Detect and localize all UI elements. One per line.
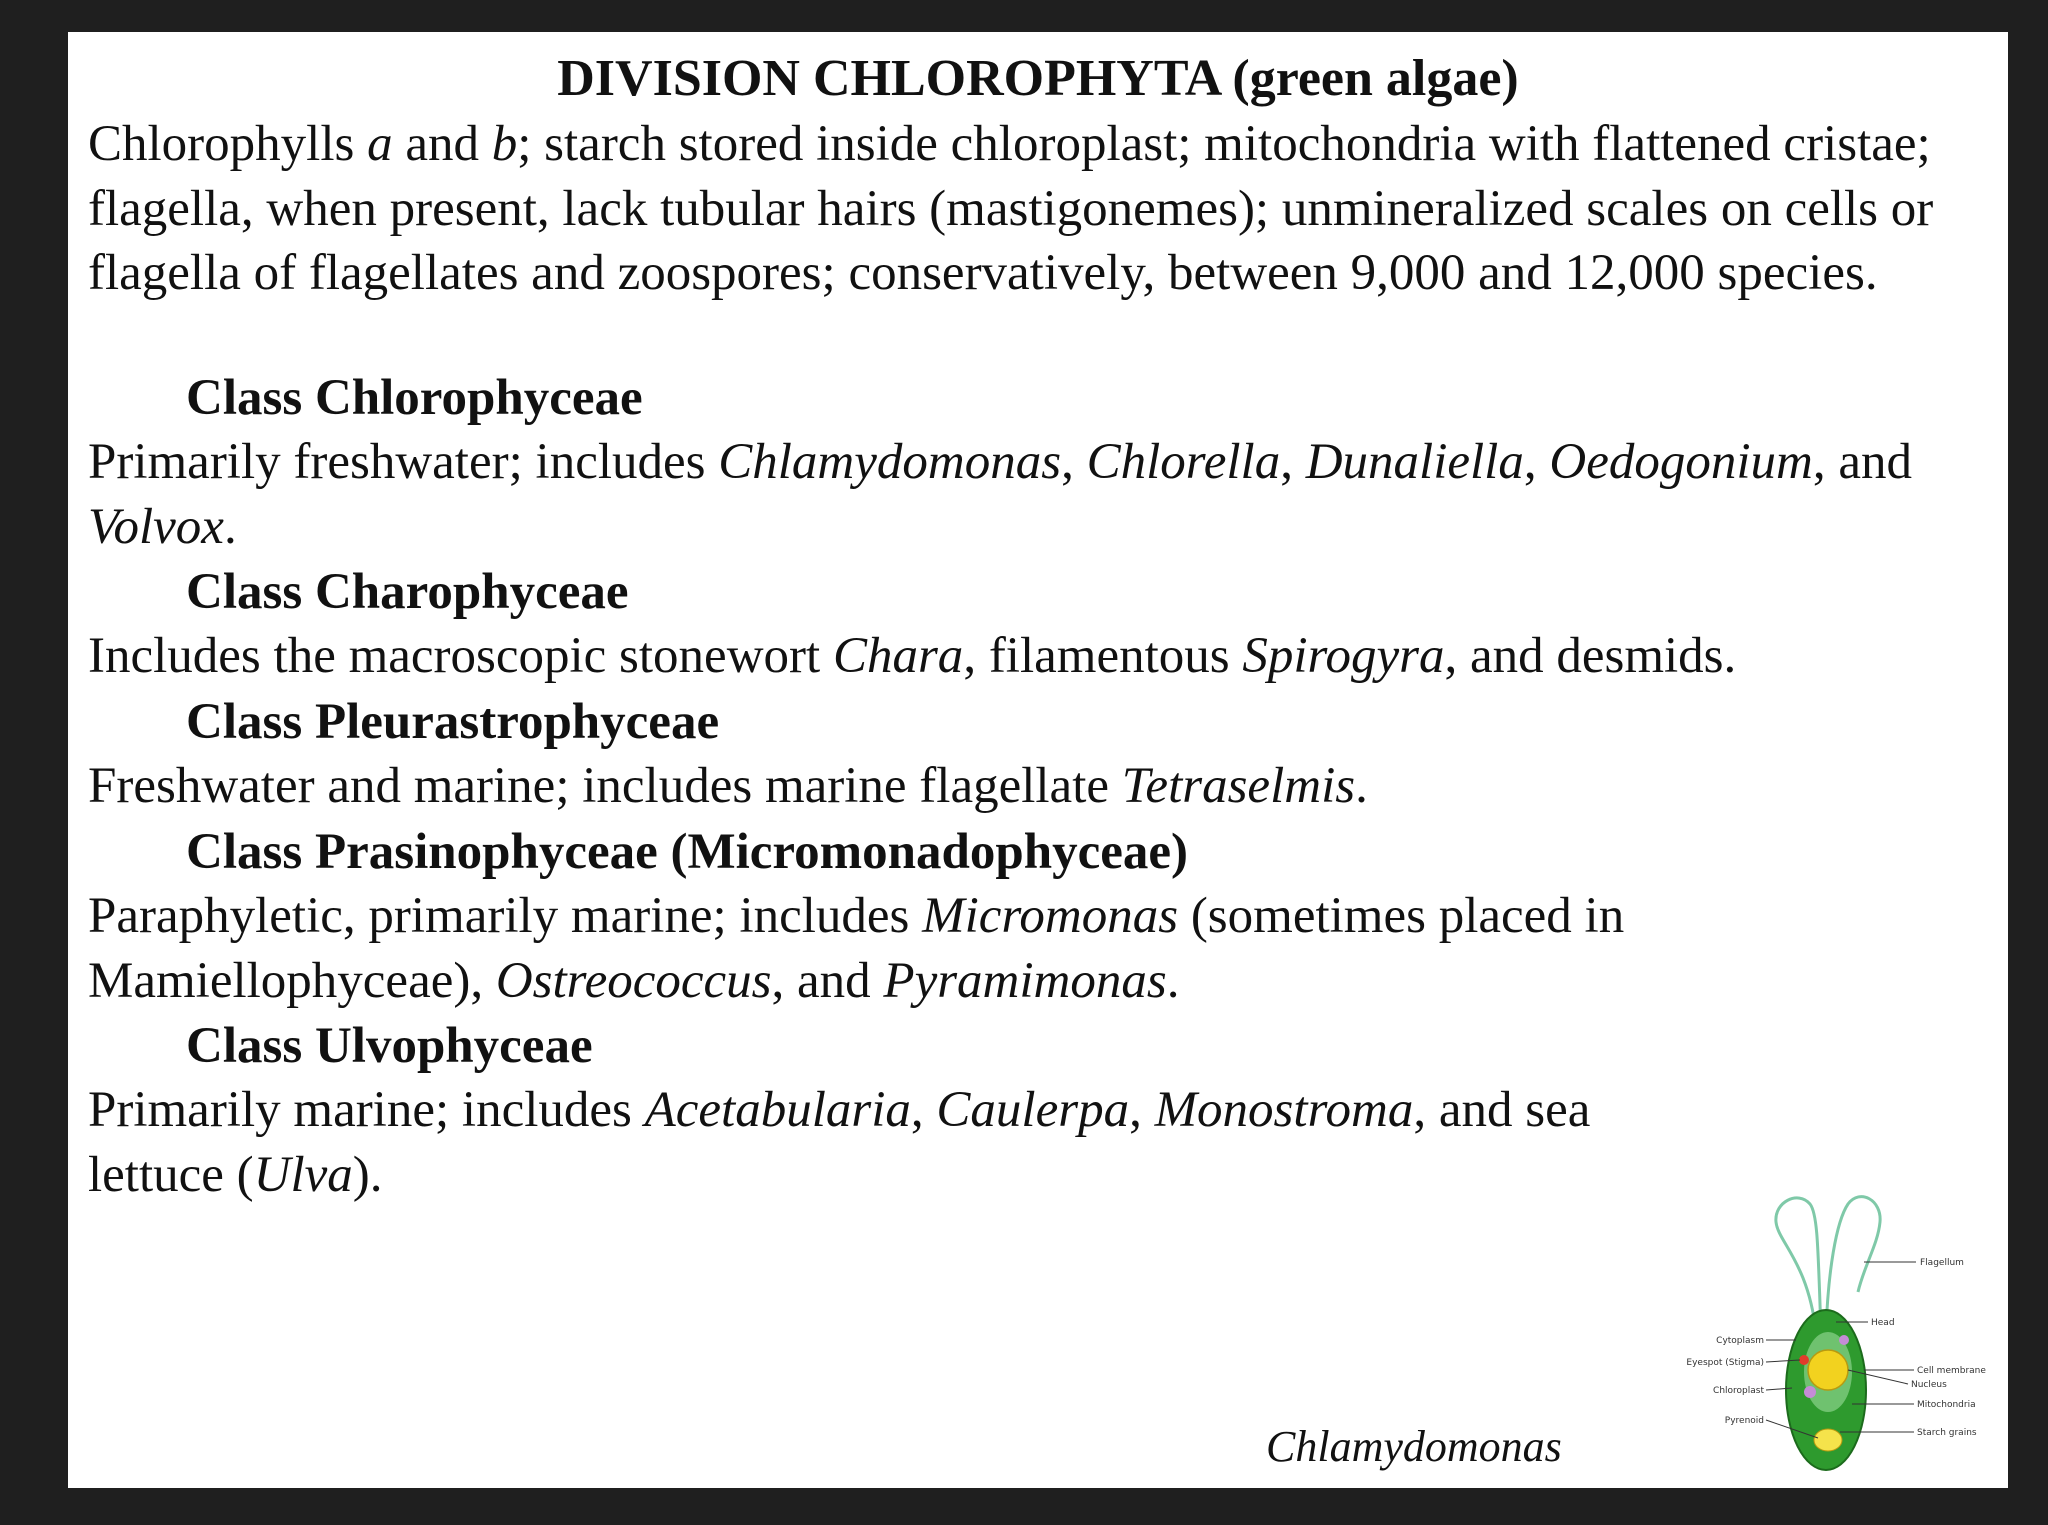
genus-name: Ostreococcus [495, 952, 772, 1009]
chloroplast-label: Chloroplast [1713, 1386, 1764, 1396]
flagellum-left [1776, 1198, 1821, 1332]
eyespot-shape [1799, 1355, 1809, 1365]
text-run: . [223, 498, 237, 555]
chlamydomonas-diagram [1668, 1182, 2008, 1488]
genus-name: Monostroma [1154, 1082, 1414, 1138]
genus-name: Volvox [88, 498, 224, 555]
genus-name: Acetabularia [644, 1082, 911, 1138]
class-description-ulvophyceae [88, 1078, 1708, 1207]
text-run: , and sea lettuce ( [88, 1082, 1591, 1203]
genus-name: Chlamydomonas [718, 434, 1062, 490]
pyrenoid-shape [1814, 1429, 1842, 1451]
eyespot-label: Eyespot (Stigma) [1686, 1358, 1764, 1368]
text-run: ). [352, 1146, 383, 1203]
flagellum-label: Flagellum [1920, 1258, 1964, 1268]
class-description-pleurastrophyceae [88, 754, 1988, 819]
figure-caption: Chlamydomonas [1266, 1422, 1562, 1471]
text-run: , [1129, 1082, 1155, 1138]
vacuole-shape [1804, 1386, 1816, 1398]
class-heading-pleurastrophyceae: Class Pleurastrophyceae [186, 694, 720, 750]
class-heading-charophyceae: Class Charophyceae [186, 564, 629, 620]
genus-name: Chara [832, 628, 964, 684]
text-run: , [1280, 434, 1306, 490]
genus-name: Ulva [253, 1146, 353, 1203]
nucleus-shape [1808, 1350, 1848, 1390]
class-description-charophyceae [88, 624, 1988, 689]
text-run: , [1061, 434, 1087, 490]
class-heading-chlorophyceae: Class Chlorophyceae [186, 370, 643, 426]
genus-name: Spirogyra [1242, 628, 1445, 684]
division-description [88, 112, 1988, 306]
text-run: , [1523, 434, 1550, 490]
text-run: Freshwater and marine; includes marine flagellate [88, 758, 1122, 814]
genus-name: Pyramimonas [883, 952, 1167, 1009]
genus-name: Caulerpa [936, 1082, 1130, 1138]
genus-name: Tetraselmis [1121, 758, 1356, 814]
text-run: Paraphyletic, primarily marine; includes [88, 888, 923, 944]
genus-name: Chlorella [1086, 434, 1281, 490]
cytoplasm-label: Cytoplasm [1716, 1336, 1764, 1346]
text-run: (sometimes placed in Mamiellophyceae), [88, 888, 1625, 1009]
text-run: Includes the macroscopic stonewort [88, 628, 833, 684]
pyrenoid-label: Pyrenoid [1724, 1416, 1764, 1426]
text-run: . [1166, 952, 1180, 1009]
head-label: Head [1871, 1318, 1895, 1328]
nucleus-label: Nucleus [1911, 1380, 1947, 1390]
class-description-prasinophyceae [88, 884, 1788, 1013]
text-run: and [392, 116, 492, 172]
text-run: , and [771, 952, 884, 1009]
text-run: , and desmids. [1444, 628, 1737, 684]
class-heading-prasinophyceae: Class Prasinophyceae (Micromonadophyceae) [186, 824, 1188, 880]
text-run: b [491, 116, 518, 172]
text-run: Primarily freshwater; includes [88, 434, 719, 490]
text-run: a [367, 116, 393, 172]
starch-grains-label: Starch grains [1917, 1428, 1977, 1438]
genus-name: Dunaliella [1305, 434, 1524, 490]
slide-title: DIVISION CHLOROPHYTA (green algae) [557, 50, 1519, 107]
text-run: Primarily marine; includes [88, 1082, 645, 1138]
class-heading-ulvophyceae: Class Ulvophyceae [186, 1018, 593, 1074]
genus-name: Micromonas [922, 888, 1179, 944]
genus-name: Oedogonium [1549, 434, 1813, 490]
text-run: , filamentous [963, 628, 1243, 684]
text-run: . [1355, 758, 1368, 814]
class-description-chlorophyceae [88, 430, 1988, 559]
cell-membrane-label: Cell membrane [1917, 1366, 1986, 1376]
text-run: , and [1812, 434, 1912, 490]
mitochondria-label: Mitochondria [1917, 1400, 1976, 1410]
text-run: , [910, 1082, 937, 1138]
text-run: Chlorophylls [88, 116, 368, 172]
text-run: ; starch stored inside chloroplast; mitochondria with flattened cristae; flagella, when present, lack tubular hairs (mastigonemes); unmineralized scales on cells or flagella of flagellates and zoospores; conservatively, between 9,000 and 12,000 species. [88, 116, 1934, 301]
slide [68, 32, 2008, 1488]
vacuole-shape [1839, 1335, 1849, 1345]
